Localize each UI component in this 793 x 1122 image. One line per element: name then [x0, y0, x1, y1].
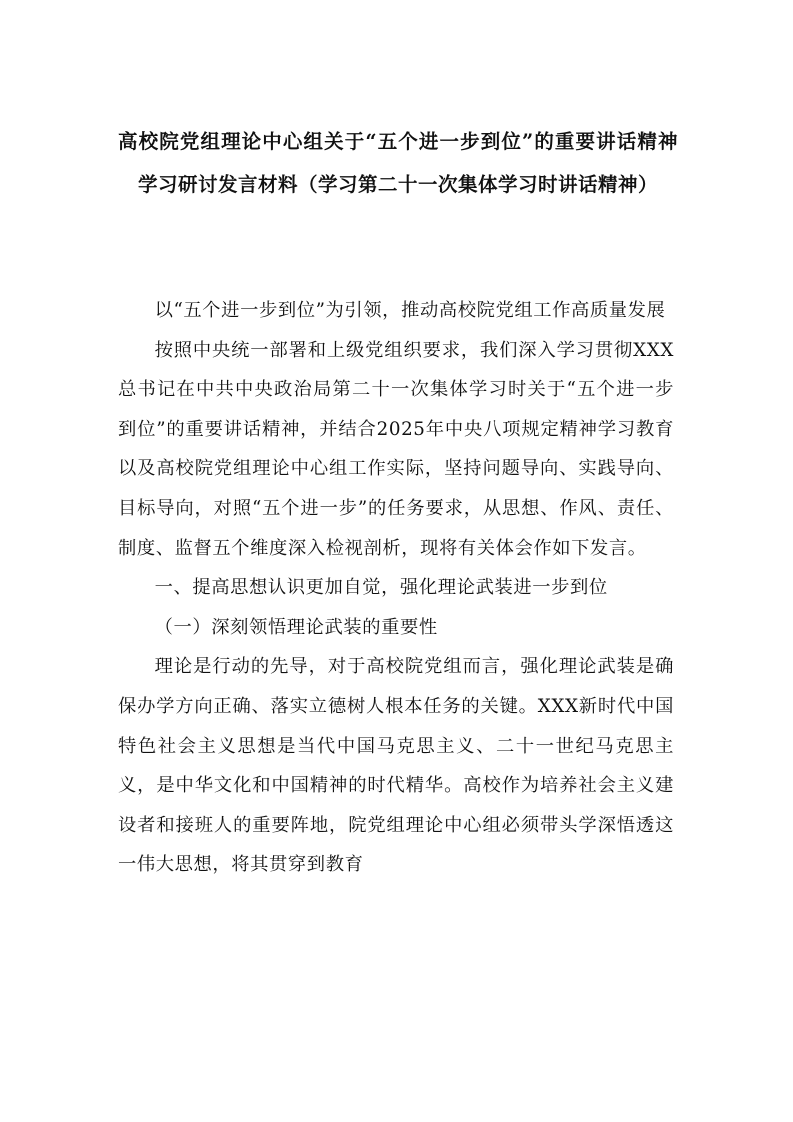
section-heading: 一、提高思想认识更加自觉，强化理论武装进一步到位 — [154, 577, 608, 599]
subsection-heading: （一）深刻领悟理论武装的重要性 — [154, 616, 438, 638]
body-paragraph: 理论是行动的先导，对于高校院党组而言，强化理论武装是确保办学方向正确、落实立德树人根本任务的关键。XXX新时代中国特色社会主义思想是当代中国马克思主义、二十一世纪马克思主义，是中华文化和中国精神的时代精华。高校作为培养社会主义建设者和接班人的重要阵地，院党组理论中心组必须带头学深悟透这一伟大思想，将其贯穿到教育 — [118, 656, 674, 876]
subtitle-paragraph: 以“五个进一步到位”为引领，推动高校院党组工作高质量发展 — [154, 300, 666, 321]
document-body — [118, 291, 674, 885]
document-title: 高校院党组理论中心组关于“五个进一步到位”的重要讲话精神学习研讨发言材料（学习第二十一次集体学习时讲话精神） — [118, 130, 678, 196]
intro-paragraph: 按照中央统一部署和上级党组织要求，我们深入学习贯彻XXX总书记在中共中央政治局第二十一次集体学习时关于“五个进一步到位”的重要讲话精神，并结合2025年中央八项规定精神学习教育以及高校院党组理论中心组工作实际，坚持问题导向、实践导向、目标导向，对照“五个进一步”的任务要求，从思想、作风、责任、制度、监督五个维度深入检视剖析，现将有关体会作如下发言。 — [118, 339, 674, 559]
